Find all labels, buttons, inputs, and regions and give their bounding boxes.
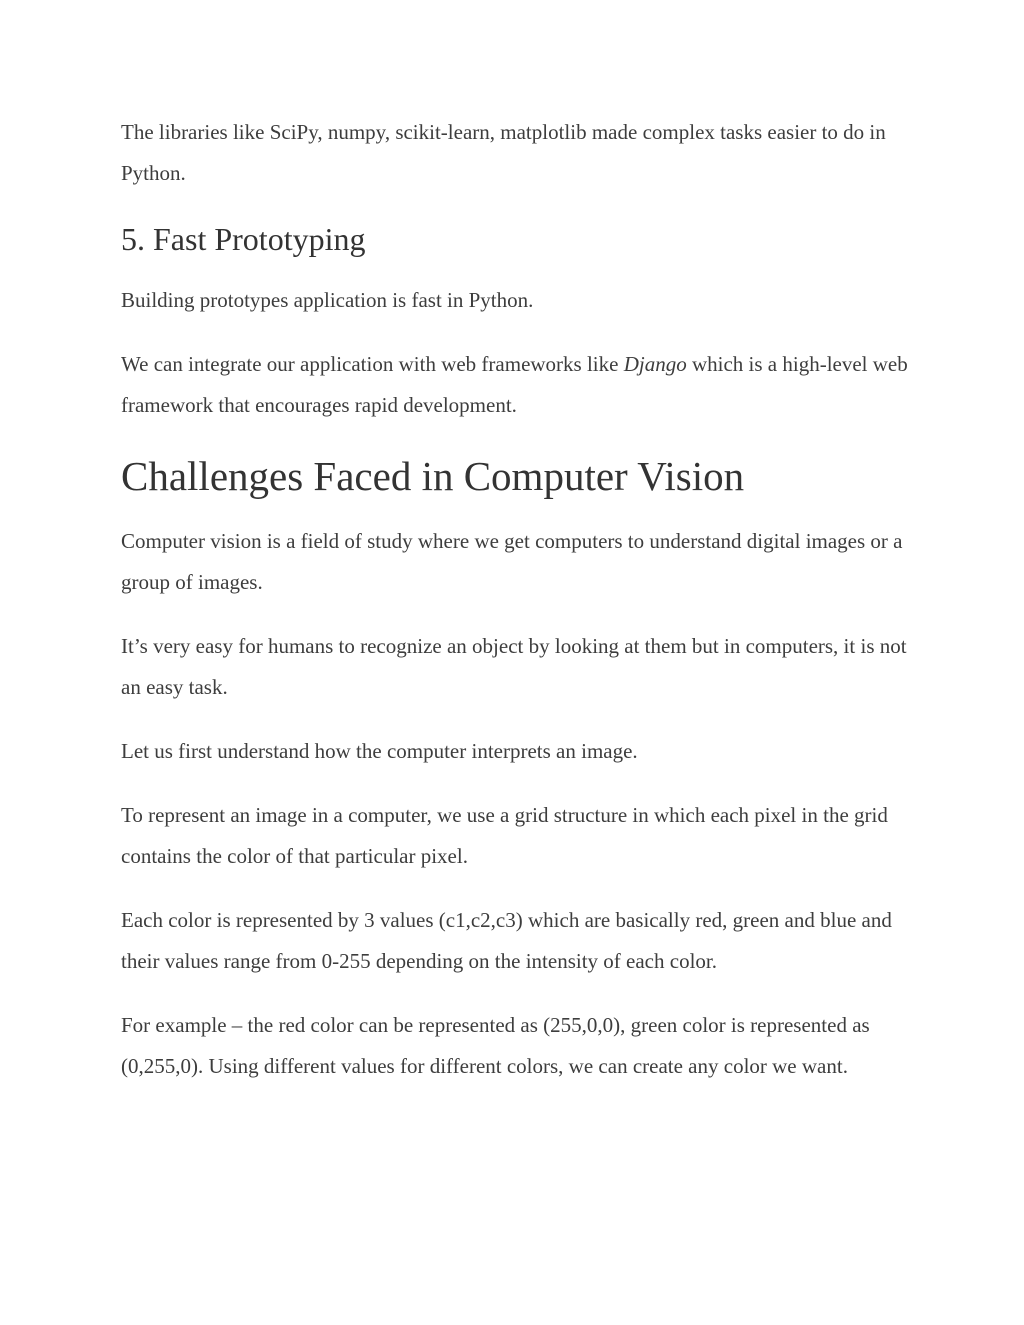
paragraph-building-prototypes: Building prototypes application is fast in Python. (121, 288, 534, 312)
article-body (121, 112, 911, 1110)
paragraph-color-example: For example – the red color can be represented as (255,0,0), green color is represented as (0,255,0). Using different values for different colors, we can create any color we want. (121, 1013, 870, 1078)
paragraph-first-understand: Let us first understand how the computer interprets an image. (121, 739, 638, 763)
heading-challenges-computer-vision: Challenges Faced in Computer Vision (121, 453, 745, 499)
paragraph-integrate-frameworks (121, 344, 911, 426)
paragraph-easy-for-humans: It’s very easy for humans to recognize an object by looking at them but in computers, it is not an easy task. (121, 634, 907, 699)
paragraph-represent-image: To represent an image in a computer, we use a grid structure in which each pixel in the grid contains the color of that particular pixel. (121, 803, 888, 868)
integrate-text-end: which is a high-level web framework that encourages rapid development. (121, 352, 908, 417)
heading-fast-prototyping: 5. Fast Prototyping (121, 221, 366, 257)
paragraph-each-color: Each color is represented by 3 values (c1,c2,c3) which are basically red, green and blue and their values range from 0-255 depending on the intensity of each color. (121, 908, 892, 973)
integrate-text-start: We can integrate our application with web frameworks like (121, 352, 624, 376)
paragraph-computer-vision-field: Computer vision is a field of study where we get computers to understand digital images or a group of images. (121, 529, 903, 594)
django-emphasis: Django (623, 352, 687, 376)
paragraph-libraries: The libraries like SciPy, numpy, scikit-learn, matplotlib made complex tasks easier to do in Python. (121, 120, 886, 185)
